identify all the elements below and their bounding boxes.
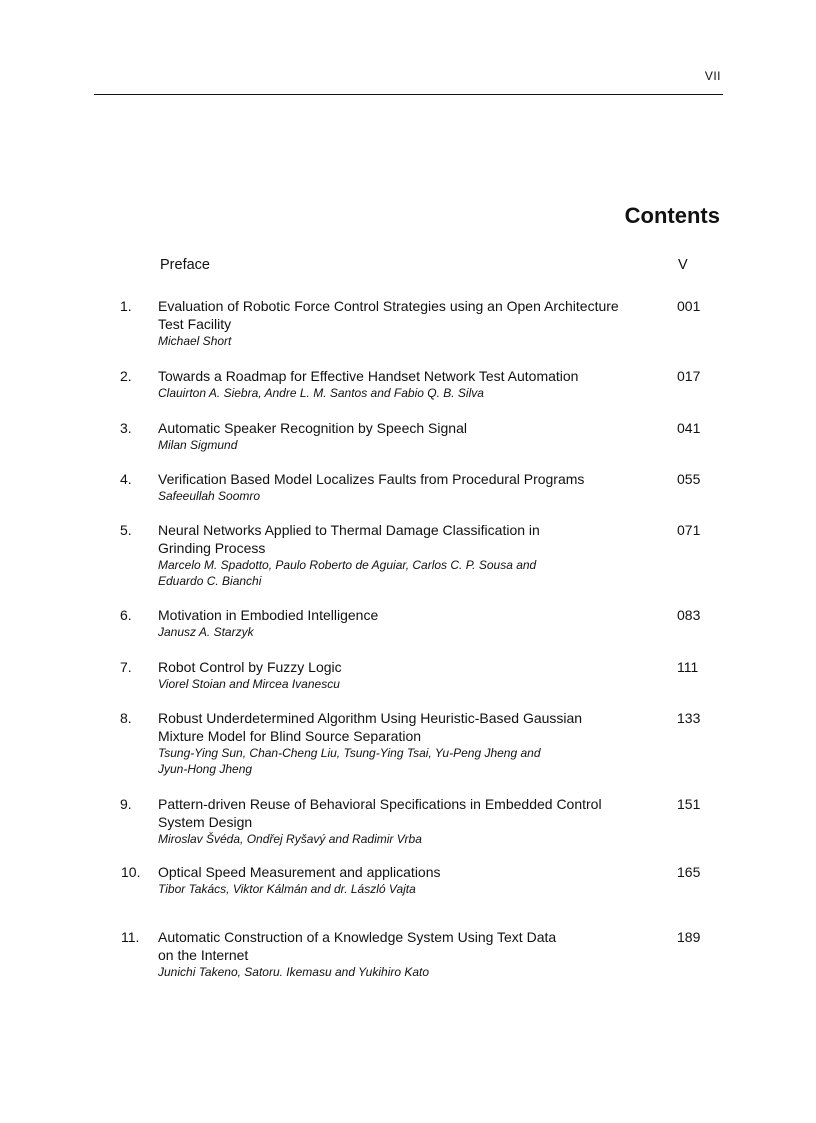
entry-title-line: Robust Underdetermined Algorithm Using Heuristic-Based Gaussian (158, 710, 583, 726)
entry-author-line: Janusz A. Starzyk (158, 625, 254, 639)
entry-number: 4. (120, 471, 132, 487)
entry-page-number: 189 (677, 929, 701, 945)
entry-number: 6. (120, 607, 132, 623)
entry-body (158, 709, 668, 777)
entry-page-number: 071 (677, 522, 701, 538)
entry-page-number: 111 (677, 659, 699, 675)
entry-title-line: Optical Speed Measurement and applications (158, 864, 441, 880)
entry-title-line: Evaluation of Robotic Force Control Strategies using an Open Architecture (158, 298, 619, 314)
entry-title-line: Towards a Roadmap for Effective Handset Network Test Automation (158, 368, 579, 384)
entry-title-line: Verification Based Model Localizes Faults from Procedural Programs (158, 471, 585, 487)
entry-body (158, 928, 668, 980)
entry-author-line: Eduardo C. Bianchi (158, 574, 262, 588)
entry-body (158, 521, 668, 589)
entry-author-line: Tibor Takács, Viktor Kálmán and dr. László Vajta (158, 882, 416, 896)
entry-author-line: Safeeullah Soomro (158, 489, 261, 503)
entry-page-number: 133 (677, 710, 701, 726)
entry-page-number: 041 (677, 420, 701, 436)
page-number: VII (704, 69, 721, 83)
entry-author-line: Jyun-Hong Jheng (158, 762, 253, 776)
entry-author-line: Michael Short (158, 334, 232, 348)
entry-title-line: Grinding Process (158, 540, 266, 556)
entry-body (158, 297, 668, 349)
entry-page-number: 001 (677, 298, 701, 314)
entry-number: 2. (120, 368, 132, 384)
entry-title-line: on the Internet (158, 947, 249, 963)
entry-author-line: Milan Sigmund (158, 438, 238, 452)
entry-number: 9. (120, 796, 132, 812)
entry-page-number: 083 (677, 607, 701, 623)
entry-body (158, 795, 668, 847)
entry-title-line: Automatic Speaker Recognition by Speech Signal (158, 420, 467, 436)
entry-body (158, 863, 668, 897)
entry-title-line: Neural Networks Applied to Thermal Damage Classification in (158, 522, 540, 538)
entry-author-line: Marcelo M. Spadotto, Paulo Roberto de Aguiar, Carlos C. P. Sousa and (158, 558, 537, 572)
entry-title-line: Pattern-driven Reuse of Behavioral Specifications in Embedded Control (158, 796, 602, 812)
entry-title-line: Mixture Model for Blind Source Separation (158, 728, 422, 744)
entry-page-number: 151 (677, 796, 701, 812)
entry-title-line: Test Facility (158, 316, 232, 332)
entry-author-line: Viorel Stoian and Mircea Ivanescu (158, 677, 340, 691)
entry-number: 8. (120, 710, 132, 726)
entry-number: 1. (120, 298, 132, 314)
preface-page-number: V (678, 257, 688, 273)
preface-label: Preface (160, 257, 210, 273)
entry-page-number: 165 (677, 864, 701, 880)
entry-title-line: Motivation in Embodied Intelligence (158, 607, 379, 623)
entry-page-number: 017 (677, 368, 701, 384)
entry-author-line: Miroslav Švéda, Ondřej Ryšavý and Radimir Vrba (158, 832, 422, 846)
entry-number: 3. (120, 420, 132, 436)
entry-body (158, 658, 668, 692)
entry-title-line: System Design (158, 814, 253, 830)
entry-body (158, 367, 668, 401)
entry-number: 5. (120, 522, 132, 538)
entry-author-line: Junichi Takeno, Satoru. Ikemasu and Yukihiro Kato (158, 965, 430, 979)
entry-body (158, 606, 668, 640)
entry-body (158, 419, 668, 453)
contents-title: Contents (624, 203, 720, 228)
entry-number: 7. (120, 659, 132, 675)
entry-body (158, 470, 668, 504)
entry-author-line: Tsung-Ying Sun, Chan-Cheng Liu, Tsung-Ying Tsai, Yu-Peng Jheng and (158, 746, 541, 760)
entry-number: 10. (121, 864, 141, 880)
entry-title-line: Robot Control by Fuzzy Logic (158, 659, 342, 675)
entry-page-number: 055 (677, 471, 701, 487)
entry-author-line: Clauirton A. Siebra, Andre L. M. Santos and Fabio Q. B. Silva (158, 386, 484, 400)
entry-title-line: Automatic Construction of a Knowledge System Using Text Data (158, 929, 557, 945)
entry-number: 11. (121, 929, 140, 945)
